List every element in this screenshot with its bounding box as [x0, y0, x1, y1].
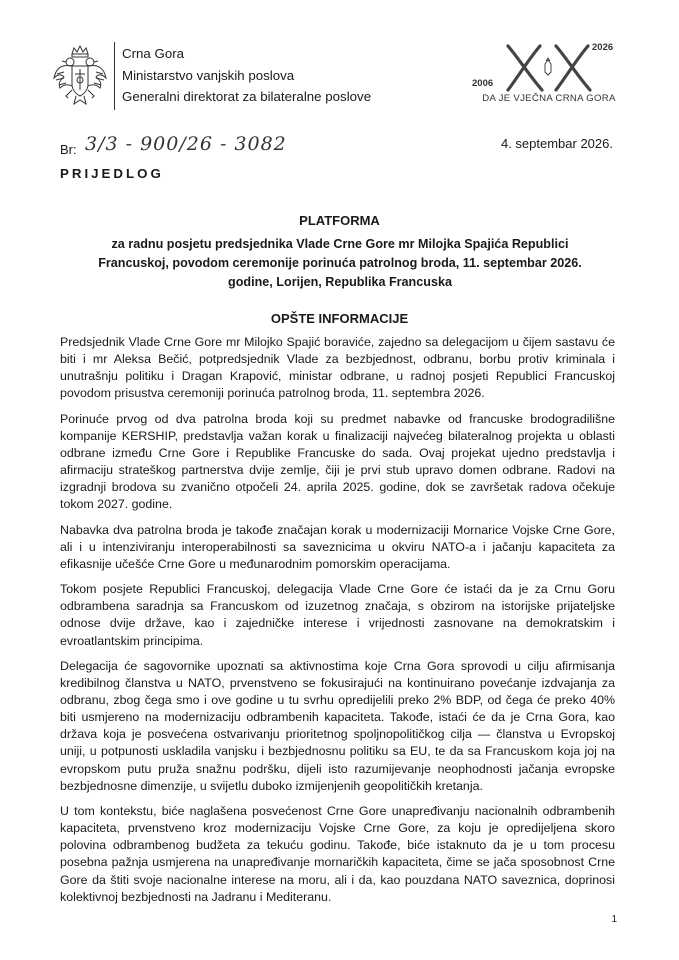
document-body [60, 334, 615, 914]
paragraph: U tom kontekstu, biće naglašena posvećenost Crne Gore unapređivanju nacionalnih odbrambenih kapaciteta, prvenstveno kroz modernizaciju Vojske Crne Gore, za koju je opredijeljena skoro polovina odbrambenog budžeta za tekuću godinu. Takođe, biće istaknuto da je u tom procesu posebna pažnja usmjerena na unapređivanje mornaričkih kapaciteta, čime se jača sposobnost Crne Gore da štiti svoje nacionalne interese na moru, ali i da, kao pouzdana NATO saveznica, doprinosi kolektivnoj bezbjednosti na Jadranu i Mediteranu. [60, 803, 615, 904]
document-status: PRIJEDLOG [60, 166, 164, 181]
institution-ministry: Ministarstvo vanjskih poslova [122, 67, 295, 83]
document-date: 4. septembar 2026. [500, 136, 613, 151]
paragraph: Nabavka dva patrolna broda je takođe značajan korak u modernizaciji Mornarice Vojske Crne Gore, ali i u intenziviranju interoperabilnosti sa saveznicima u okviru NATO-a i jačanju kapaciteta za efikasnije učešće Crne Gore u međunarodnim pomorskim operacijama. [60, 522, 615, 571]
logo-year-start: 2006 [472, 78, 494, 89]
reference-label: Br: [60, 142, 77, 157]
document-subtitle: za radnu posjetu predsjednika Vlade Crne Gore mr Milojka Spajića Republici Francuskoj, povodom ceremonije porinuća patrolnog broda, 11. septembar 2026. godine, Lorijen, Republika Francuska [98, 237, 582, 289]
paragraph: Delegacija će sagovornike upoznati sa aktivnostima koje Crna Gora sprovodi u cilju afirmisanja kredibilnog članstva u NATO, prvenstveno se fokusirajući na kontinuirano povećanje izdvajanja za odbranu, zbog čega smo i ove godine u tu svrhu opredijelili preko 2% BDP, od čega će preko 40% biti usmjereno na modernizaciju odbrambenih kapaciteta. Takođe, istaći će da je Crna Gora, kao država koja je posvećena ostvarivanju prioritetnog spoljnopolitičkog cilja — članstva u Evropskoj uniji, u potpunosti uskladila vanjsku i bezbjednosnu politiku sa EU, te da sa Francuskom koja joj na evropskom putu pruža snažnu podršku, dijeli isto razumijevanje neophodnosti jačanja evropske bezbjednosne dimenzije, u svijetlu duboko izmijenjenih geopolitičkih kretanja. [60, 658, 615, 793]
institution-country: Crna Gora [122, 46, 185, 61]
logo-caption: DA JE VJEČNA CRNA GORA [482, 93, 616, 104]
montenegro-coat-of-arms-icon [52, 44, 108, 108]
paragraph: Porinuće prvog od dva patrolna broda koji su predmet nabavke od francuske brodogradilišne kompanije KERSHIP, predstavlja važan korak u finalizaciji najvećeg bilateralnog projekta u oblasti odbrane između Crne Gore i Republike Francuske do sada. Ovaj projekat ujedno predstavlja i afirmaciju strateškog partnerstva dvije zemlje, čiji je prvi stub upravo domen odbrane. Radovi na izgradnji brodova su zvanično otpočeli 24. aprila 2025. godine, dok se završetak radova očekuje tokom 2027. godine. [60, 411, 615, 512]
paragraph: Predsjednik Vlade Crne Gore mr Milojko Spajić boraviće, zajedno sa delegacijom u čijem sastavu će biti i mr Aleksa Bečić, potpredsjednik Vlade za bezbjednost, odbranu, borbu protiv kriminala i unutrašnju politiku i Dragan Krapović, ministar odbrane, u radnoj posjeti Republici Francuskoj povodom prisustva ceremoniji porinuća patrolnog broda, 11. septembra 2026. [60, 335, 615, 401]
institution-block [122, 43, 371, 108]
page-number: 1 [611, 914, 617, 925]
institution-directorate: Generalni direktorat za bilateralne poslove [122, 89, 372, 104]
paragraph: Tokom posjete Republici Francuskoj, delegacija Vlade Crne Gore će istaći da je za Crnu Goru odbrambena saradnja sa Francuskom od izuzetnog značaja, s obzirom na istorijske prijateljske odnose dvije države, kao i zajedničke interese i vrijednosti zasnovane na demokratskim i evroatlantskim principima. [60, 582, 615, 648]
document-title: PLATFORMA [299, 213, 380, 228]
header-divider [114, 42, 115, 110]
logo-year-end: 2026 [592, 42, 614, 53]
reference-number: 3/3 - 900/26 - 3082 [85, 133, 287, 155]
section-heading: OPŠTE INFORMACIJE [270, 311, 409, 326]
